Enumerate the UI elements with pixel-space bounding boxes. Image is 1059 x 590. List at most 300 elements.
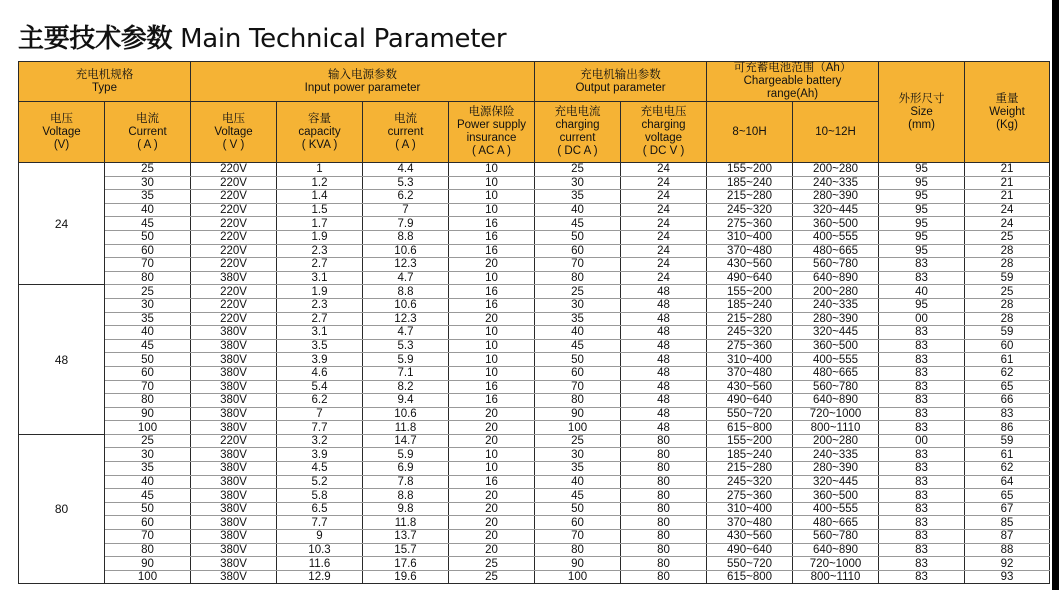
type-voltage-cell: 24 [19, 163, 105, 285]
type-voltage-cell: 48 [19, 285, 105, 435]
table-cell: 215~280 [707, 312, 793, 326]
page-title-en: Main Technical Parameter [180, 24, 507, 54]
table-cell: 7.7 [277, 516, 363, 530]
table-cell: 1.5 [277, 203, 363, 217]
table-row [19, 489, 1050, 503]
table-cell: 20 [449, 543, 535, 557]
table-cell: 80 [621, 462, 707, 476]
table-cell: 24 [621, 258, 707, 272]
table-cell: 30 [105, 298, 191, 312]
table-cell: 10 [449, 176, 535, 190]
table-cell: 25 [449, 557, 535, 571]
table-cell: 60 [535, 516, 621, 530]
table-cell: 86 [965, 421, 1050, 435]
table-cell: 83 [879, 394, 965, 408]
table-cell: 380V [191, 394, 277, 408]
table-cell: 35 [535, 462, 621, 476]
table-cell: 48 [621, 394, 707, 408]
table-cell: 40 [105, 203, 191, 217]
table-cell: 10 [449, 448, 535, 462]
table-cell: 83 [879, 502, 965, 516]
table-cell: 83 [879, 530, 965, 544]
header-input-power: 输入电源参数 Input power parameter [191, 62, 535, 102]
table-cell: 220V [191, 190, 277, 204]
table-cell: 95 [879, 163, 965, 177]
table-cell: 4.4 [363, 163, 449, 177]
table-cell: 220V [191, 217, 277, 231]
table-cell: 00 [879, 312, 965, 326]
table-cell: 20 [449, 530, 535, 544]
table-cell: 95 [879, 190, 965, 204]
table-cell: 70 [105, 530, 191, 544]
table-cell: 30 [535, 176, 621, 190]
table-cell: 95 [879, 176, 965, 190]
table-cell: 40 [105, 475, 191, 489]
table-cell: 48 [621, 298, 707, 312]
table-cell: 10 [449, 353, 535, 367]
table-cell: 10.6 [363, 298, 449, 312]
table-cell: 80 [621, 516, 707, 530]
table-cell: 24 [965, 203, 1050, 217]
table-cell: 64 [965, 475, 1050, 489]
table-row [19, 394, 1050, 408]
table-cell: 48 [621, 339, 707, 353]
table-cell: 65 [965, 489, 1050, 503]
table-cell: 615~800 [707, 421, 793, 435]
table-cell: 60 [535, 244, 621, 258]
table-cell: 24 [621, 176, 707, 190]
table-cell: 8.8 [363, 230, 449, 244]
table-cell: 6.2 [277, 394, 363, 408]
table-cell: 380V [191, 271, 277, 285]
table-row [19, 570, 1050, 584]
table-cell: 380V [191, 339, 277, 353]
table-cell: 320~445 [793, 203, 879, 217]
table-cell: 7.7 [277, 421, 363, 435]
table-cell: 10 [449, 271, 535, 285]
table-cell: 80 [105, 394, 191, 408]
table-cell: 560~780 [793, 258, 879, 272]
table-cell: 400~555 [793, 230, 879, 244]
table-cell: 80 [621, 570, 707, 584]
table-cell: 200~280 [793, 434, 879, 448]
table-cell: 21 [965, 176, 1050, 190]
table-row [19, 421, 1050, 435]
table-cell: 80 [535, 543, 621, 557]
table-cell: 480~665 [793, 244, 879, 258]
table-cell: 220V [191, 244, 277, 258]
table-cell: 380V [191, 326, 277, 340]
table-cell: 280~390 [793, 312, 879, 326]
table-cell: 20 [449, 502, 535, 516]
table-cell: 7.1 [363, 366, 449, 380]
table-cell: 220V [191, 298, 277, 312]
table-cell: 9.4 [363, 394, 449, 408]
table-row [19, 353, 1050, 367]
table-cell: 310~400 [707, 353, 793, 367]
table-cell: 25 [105, 163, 191, 177]
table-cell: 10.6 [363, 244, 449, 258]
table-cell: 65 [965, 380, 1050, 394]
table-cell: 85 [965, 516, 1050, 530]
table-cell: 720~1000 [793, 557, 879, 571]
table-cell: 490~640 [707, 394, 793, 408]
table-cell: 185~240 [707, 298, 793, 312]
table-cell: 83 [879, 448, 965, 462]
table-cell: 60 [535, 366, 621, 380]
table-cell: 5.2 [277, 475, 363, 489]
table-cell: 10 [449, 462, 535, 476]
table-cell: 83 [879, 353, 965, 367]
header-type: 充电机规格 Type [19, 62, 191, 102]
table-cell: 17.6 [363, 557, 449, 571]
table-cell: 30 [535, 298, 621, 312]
table-cell: 25 [449, 570, 535, 584]
table-cell: 215~280 [707, 190, 793, 204]
table-cell: 70 [535, 380, 621, 394]
table-row [19, 366, 1050, 380]
table-row [19, 516, 1050, 530]
table-cell: 8.2 [363, 380, 449, 394]
table-cell: 380V [191, 557, 277, 571]
table-cell: 10 [449, 190, 535, 204]
table-row [19, 244, 1050, 258]
table-cell: 50 [105, 230, 191, 244]
table-cell: 9.8 [363, 502, 449, 516]
table-cell: 380V [191, 421, 277, 435]
table-cell: 10 [449, 366, 535, 380]
table-row [19, 217, 1050, 231]
table-cell: 370~480 [707, 516, 793, 530]
table-cell: 220V [191, 434, 277, 448]
header-charging-current: 充电电流 charging current ( DC A ) [535, 102, 621, 163]
table-cell: 61 [965, 353, 1050, 367]
table-cell: 220V [191, 230, 277, 244]
header-charging-voltage: 充电电压 charging voltage ( DC V ) [621, 102, 707, 163]
table-cell: 83 [879, 489, 965, 503]
table-cell: 90 [105, 557, 191, 571]
table-cell: 90 [535, 407, 621, 421]
table-cell: 80 [621, 434, 707, 448]
table-cell: 40 [535, 203, 621, 217]
table-cell: 6.5 [277, 502, 363, 516]
table-cell: 490~640 [707, 271, 793, 285]
table-row [19, 271, 1050, 285]
table-cell: 70 [105, 380, 191, 394]
table-cell: 20 [449, 434, 535, 448]
header-input-current: 电流 current ( A ) [363, 102, 449, 163]
table-cell: 90 [105, 407, 191, 421]
table-cell: 40 [879, 285, 965, 299]
table-cell: 1.9 [277, 285, 363, 299]
table-cell: 200~280 [793, 285, 879, 299]
table-row [19, 448, 1050, 462]
table-cell: 59 [965, 326, 1050, 340]
table-cell: 200~280 [793, 163, 879, 177]
table-cell: 2.7 [277, 258, 363, 272]
table-cell: 83 [879, 326, 965, 340]
table-cell: 100 [105, 421, 191, 435]
table-cell: 35 [105, 462, 191, 476]
table-cell: 380V [191, 543, 277, 557]
table-cell: 25 [535, 163, 621, 177]
table-cell: 380V [191, 448, 277, 462]
table-cell: 12.3 [363, 312, 449, 326]
table-cell: 275~360 [707, 489, 793, 503]
table-cell: 20 [449, 312, 535, 326]
table-cell: 480~665 [793, 366, 879, 380]
table-cell: 3.1 [277, 271, 363, 285]
table-cell: 45 [535, 489, 621, 503]
table-cell: 45 [535, 339, 621, 353]
table-cell: 80 [621, 475, 707, 489]
table-cell: 35 [105, 312, 191, 326]
table-cell: 50 [105, 353, 191, 367]
table-row [19, 557, 1050, 571]
table-cell: 15.7 [363, 543, 449, 557]
table-cell: 16 [449, 285, 535, 299]
table-cell: 5.8 [277, 489, 363, 503]
table-row [19, 380, 1050, 394]
table-body [19, 163, 1050, 584]
table-cell: 48 [621, 312, 707, 326]
table-cell: 24 [621, 271, 707, 285]
table-cell: 275~360 [707, 217, 793, 231]
table-cell: 1.4 [277, 190, 363, 204]
table-cell: 95 [879, 230, 965, 244]
table-row [19, 203, 1050, 217]
type-voltage-cell: 80 [19, 434, 105, 584]
table-cell: 83 [879, 421, 965, 435]
table-cell: 60 [105, 244, 191, 258]
table-cell: 48 [621, 407, 707, 421]
table-cell: 3.9 [277, 353, 363, 367]
table-cell: 12.3 [363, 258, 449, 272]
table-cell: 245~320 [707, 475, 793, 489]
table-cell: 20 [449, 258, 535, 272]
table-cell: 280~390 [793, 462, 879, 476]
table-cell: 10 [449, 326, 535, 340]
table-cell: 19.6 [363, 570, 449, 584]
table-cell: 80 [621, 489, 707, 503]
table-row [19, 530, 1050, 544]
table-cell: 380V [191, 570, 277, 584]
table-cell: 93 [965, 570, 1050, 584]
table-cell: 25 [965, 230, 1050, 244]
table-row [19, 230, 1050, 244]
table-cell: 70 [105, 258, 191, 272]
table-row [19, 298, 1050, 312]
table-cell: 1 [277, 163, 363, 177]
table-cell: 45 [535, 217, 621, 231]
table-cell: 60 [105, 366, 191, 380]
table-cell: 40 [535, 475, 621, 489]
table-cell: 10 [449, 339, 535, 353]
table-cell: 35 [105, 190, 191, 204]
table-cell: 20 [449, 407, 535, 421]
table-cell: 60 [105, 516, 191, 530]
table-cell: 24 [965, 217, 1050, 231]
header-voltage: 电压 Voltage (V) [19, 102, 105, 163]
table-cell: 83 [879, 339, 965, 353]
table-cell: 80 [105, 271, 191, 285]
table-cell: 240~335 [793, 176, 879, 190]
table-cell: 5.4 [277, 380, 363, 394]
table-cell: 80 [535, 394, 621, 408]
table-cell: 24 [621, 244, 707, 258]
table-cell: 220V [191, 203, 277, 217]
table-cell: 4.7 [363, 271, 449, 285]
table-cell: 380V [191, 475, 277, 489]
table-cell: 380V [191, 407, 277, 421]
table-cell: 430~560 [707, 258, 793, 272]
table-cell: 240~335 [793, 298, 879, 312]
table-cell: 1.2 [277, 176, 363, 190]
table-cell: 70 [535, 258, 621, 272]
table-cell: 360~500 [793, 217, 879, 231]
table-cell: 20 [449, 421, 535, 435]
table-cell: 80 [535, 271, 621, 285]
table-row [19, 462, 1050, 476]
table-cell: 490~640 [707, 543, 793, 557]
table-cell: 7.8 [363, 475, 449, 489]
table-cell: 245~320 [707, 203, 793, 217]
table-cell: 00 [879, 434, 965, 448]
table-cell: 320~445 [793, 326, 879, 340]
table-cell: 16 [449, 380, 535, 394]
table-cell: 5.9 [363, 353, 449, 367]
table-cell: 83 [879, 366, 965, 380]
table-cell: 83 [879, 271, 965, 285]
table-cell: 5.9 [363, 448, 449, 462]
table-cell: 45 [105, 339, 191, 353]
table-cell: 87 [965, 530, 1050, 544]
table-row [19, 326, 1050, 340]
table-cell: 83 [879, 543, 965, 557]
table-cell: 430~560 [707, 380, 793, 394]
table-cell: 48 [621, 326, 707, 340]
table-cell: 430~560 [707, 530, 793, 544]
table-row [19, 434, 1050, 448]
table-cell: 25 [965, 285, 1050, 299]
table-cell: 155~200 [707, 434, 793, 448]
table-row [19, 285, 1050, 299]
table-cell: 16 [449, 475, 535, 489]
table-cell: 4.7 [363, 326, 449, 340]
table-cell: 16 [449, 217, 535, 231]
table-cell: 83 [879, 475, 965, 489]
table-cell: 24 [621, 203, 707, 217]
table-cell: 6.2 [363, 190, 449, 204]
table-cell: 90 [535, 557, 621, 571]
table-cell: 66 [965, 394, 1050, 408]
table-cell: 380V [191, 489, 277, 503]
table-cell: 275~360 [707, 339, 793, 353]
table-cell: 25 [535, 434, 621, 448]
table-cell: 30 [535, 448, 621, 462]
table-cell: 615~800 [707, 570, 793, 584]
table-cell: 380V [191, 502, 277, 516]
table-cell: 10.6 [363, 407, 449, 421]
table-cell: 95 [879, 298, 965, 312]
table-cell: 560~780 [793, 380, 879, 394]
table-cell: 370~480 [707, 244, 793, 258]
table-cell: 92 [965, 557, 1050, 571]
window-edge [1052, 0, 1059, 590]
table-cell: 550~720 [707, 407, 793, 421]
table-cell: 40 [105, 326, 191, 340]
table-cell: 83 [879, 380, 965, 394]
table-cell: 800~1110 [793, 570, 879, 584]
table-cell: 3.5 [277, 339, 363, 353]
table-cell: 59 [965, 434, 1050, 448]
table-cell: 28 [965, 298, 1050, 312]
table-cell: 80 [621, 530, 707, 544]
table-cell: 16 [449, 230, 535, 244]
table-cell: 28 [965, 312, 1050, 326]
table-cell: 83 [879, 570, 965, 584]
table-row [19, 339, 1050, 353]
table-cell: 40 [535, 326, 621, 340]
table-cell: 61 [965, 448, 1050, 462]
table-cell: 83 [965, 407, 1050, 421]
table-cell: 185~240 [707, 448, 793, 462]
table-cell: 16 [449, 298, 535, 312]
table-cell: 83 [879, 407, 965, 421]
table-cell: 16 [449, 244, 535, 258]
table-cell: 2.7 [277, 312, 363, 326]
header-weight: 重量 Weight (Kg) [965, 62, 1050, 163]
table-cell: 62 [965, 366, 1050, 380]
table-cell: 220V [191, 312, 277, 326]
table-cell: 28 [965, 258, 1050, 272]
table-cell: 10 [449, 163, 535, 177]
table-cell: 80 [105, 543, 191, 557]
table-cell: 95 [879, 244, 965, 258]
table-row [19, 312, 1050, 326]
table-cell: 95 [879, 203, 965, 217]
table-cell: 67 [965, 502, 1050, 516]
table-cell: 24 [621, 190, 707, 204]
table-cell: 155~200 [707, 163, 793, 177]
table-cell: 9 [277, 530, 363, 544]
table-cell: 185~240 [707, 176, 793, 190]
header-input-voltage: 电压 Voltage ( V ) [191, 102, 277, 163]
table-cell: 215~280 [707, 462, 793, 476]
table-cell: 245~320 [707, 326, 793, 340]
table-cell: 8.8 [363, 489, 449, 503]
table-cell: 50 [535, 230, 621, 244]
table-row [19, 163, 1050, 177]
table-cell: 550~720 [707, 557, 793, 571]
table-cell: 35 [535, 312, 621, 326]
table-row [19, 176, 1050, 190]
table-cell: 2.3 [277, 244, 363, 258]
table-cell: 10 [449, 203, 535, 217]
table-cell: 3.2 [277, 434, 363, 448]
table-cell: 80 [621, 448, 707, 462]
table-cell: 80 [621, 557, 707, 571]
table-cell: 7 [363, 203, 449, 217]
table-cell: 240~335 [793, 448, 879, 462]
table-cell: 12.9 [277, 570, 363, 584]
table-cell: 310~400 [707, 230, 793, 244]
table-cell: 640~890 [793, 394, 879, 408]
table-cell: 220V [191, 258, 277, 272]
table-cell: 48 [621, 380, 707, 394]
table-cell: 88 [965, 543, 1050, 557]
table-cell: 30 [105, 176, 191, 190]
